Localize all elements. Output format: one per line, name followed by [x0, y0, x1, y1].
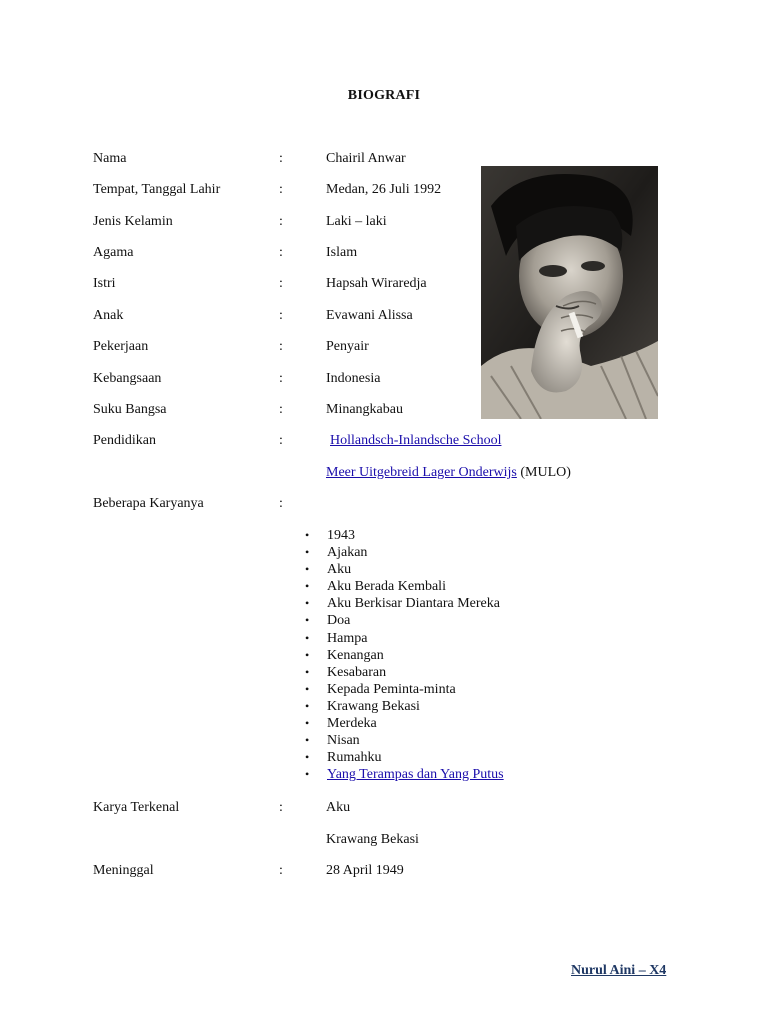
field-value: Minangkabau [326, 402, 403, 417]
bullet-icon: • [305, 545, 310, 560]
list-item: • Aku Berada Kembali [305, 579, 446, 595]
field-pendidikan-2 [0, 463, 768, 483]
bullet-icon: • [305, 596, 310, 611]
author-footer: Nurul Aini – X4 [571, 963, 667, 978]
works-list [302, 527, 504, 783]
field-label: Istri [93, 276, 116, 291]
list-item: • Ajakan [305, 545, 368, 561]
field-label: Pendidikan [93, 433, 156, 448]
field-karya-terkenal-2 [0, 830, 768, 850]
field-value: Laki – laki [326, 214, 387, 229]
field-colon: : [279, 245, 283, 260]
field-label: Suku Bangsa [93, 402, 167, 417]
bullet-icon: • [305, 698, 310, 713]
field-label: Anak [93, 308, 124, 323]
field-value: Islam [326, 245, 358, 260]
list-item: • Kenangan [305, 647, 384, 663]
school-link-mulo[interactable]: Meer Uitgebreid Lager Onderwijs [326, 465, 517, 480]
portrait-image [481, 166, 658, 419]
bullet-icon: • [305, 647, 310, 662]
field-value: 28 April 1949 [326, 863, 404, 878]
bullet-icon: • [305, 681, 310, 696]
bullet-icon: • [305, 733, 310, 748]
bullet-icon: • [305, 562, 310, 577]
field-label: Tempat, Tanggal Lahir [93, 182, 221, 197]
list-item: • Krawang Bekasi [305, 698, 420, 714]
bullet-icon: • [305, 664, 310, 679]
field-value: Evawani Alissa [326, 308, 413, 323]
field-colon: : [279, 800, 283, 815]
field-label: Beberapa Karyanya [93, 496, 204, 511]
field-karya-terkenal [0, 798, 768, 818]
bullet-icon: • [305, 630, 310, 645]
field-colon: : [279, 151, 283, 166]
field-value: Indonesia [326, 371, 381, 386]
bullet-icon: • [305, 767, 310, 782]
list-item: • Aku Berkisar Diantara Mereka [305, 596, 500, 612]
list-item: • 1943 [305, 528, 355, 543]
field-colon: : [279, 402, 283, 417]
field-label: Nama [93, 151, 127, 166]
list-item: • Doa [305, 613, 351, 629]
field-pendidikan [0, 431, 768, 451]
field-label: Karya Terkenal [93, 800, 180, 815]
field-colon: : [279, 496, 283, 511]
field-karya [0, 494, 768, 514]
bullet-icon: • [305, 613, 310, 628]
field-value: Penyair [326, 339, 369, 354]
list-item: • Hampa [305, 630, 368, 646]
field-colon: : [279, 308, 283, 323]
field-meninggal [0, 861, 768, 881]
field-value: Chairil Anwar [326, 151, 406, 166]
field-label: Meninggal [93, 863, 154, 878]
field-colon: : [279, 276, 283, 291]
field-label: Kebangsaan [93, 371, 162, 386]
page-title: BIOGRAFI [347, 88, 421, 103]
bullet-icon: • [305, 716, 310, 731]
list-item-link[interactable] [302, 766, 504, 783]
field-colon: : [279, 433, 283, 448]
list-item: • Merdeka [305, 716, 377, 732]
field-label: Agama [93, 245, 134, 260]
field-value: Hapsah Wiraredja [326, 276, 427, 291]
field-label: Pekerjaan [93, 339, 149, 354]
list-item: • Rumahku [305, 750, 382, 766]
bullet-icon: • [305, 750, 310, 765]
field-colon: : [279, 214, 283, 229]
list-item: • Aku [305, 562, 352, 578]
school-link-his[interactable]: Hollandsch-Inlandsche School [330, 433, 502, 448]
bullet-icon: • [305, 528, 310, 542]
school-suffix: (MULO) [520, 465, 571, 480]
field-value: Medan, 26 Juli 1992 [326, 182, 442, 197]
field-colon: : [279, 371, 283, 386]
field-colon: : [279, 182, 283, 197]
portrait-photo [481, 166, 658, 419]
list-item: • Kesabaran [305, 664, 387, 680]
bullet-icon: • [305, 579, 310, 594]
list-item: • Nisan [305, 733, 360, 749]
field-label: Jenis Kelamin [93, 214, 173, 229]
field-colon: : [279, 863, 283, 878]
field-value: Krawang Bekasi [326, 832, 419, 847]
field-value: Aku [326, 800, 351, 815]
field-colon: : [279, 339, 283, 354]
list-item: • Kepada Peminta-minta [305, 681, 456, 697]
work-link[interactable]: Yang Terampas dan Yang Putus [327, 767, 504, 783]
